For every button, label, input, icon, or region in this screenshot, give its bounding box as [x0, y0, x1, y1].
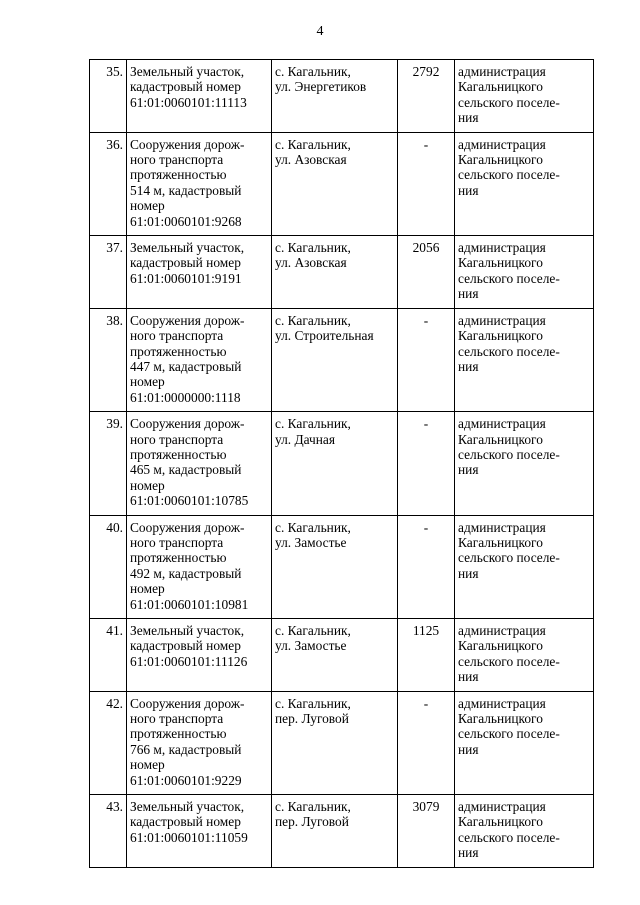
table-row	[90, 691, 594, 794]
address-cell-line: пер. Луговой	[275, 814, 349, 830]
object-name-cell-line: протяженностью	[130, 343, 227, 359]
owner-cell-line: сельского поселе-	[458, 94, 560, 110]
owner-cell-line: ния	[458, 182, 479, 198]
object-name-cell	[127, 619, 272, 692]
area-cell: -	[398, 691, 455, 794]
object-name-cell-line: ного транспорта	[130, 328, 224, 344]
object-name-cell-line: Земельный участок,	[130, 240, 245, 256]
object-name-cell-line: номер	[130, 581, 165, 597]
table-row	[90, 412, 594, 515]
object-name-cell-line: номер	[130, 757, 165, 773]
address-cell	[272, 308, 398, 411]
object-name-cell-line: ного транспорта	[130, 431, 224, 447]
address-cell-line: ул. Дачная	[275, 431, 336, 447]
owner-cell-line: ния	[458, 358, 479, 374]
owner-cell-line: сельского поселе-	[458, 270, 560, 286]
address-cell	[272, 619, 398, 692]
object-name-cell-line: 465 м, кадастровый	[130, 462, 242, 478]
object-name-cell	[127, 412, 272, 515]
object-name-cell	[127, 60, 272, 133]
address-cell-line: ул. Азовская	[275, 152, 347, 168]
object-name-cell-line: 61:01:0060101:10785	[130, 493, 249, 509]
owner-cell-line: Кагальницкого	[458, 711, 543, 727]
area-cell: -	[398, 515, 455, 618]
table-row	[90, 60, 594, 133]
row-number-cell: 39.	[90, 412, 127, 515]
address-cell-line: с. Кагальник,	[275, 416, 351, 432]
owner-cell-line: администрация	[458, 312, 546, 328]
area-cell: -	[398, 412, 455, 515]
table-row	[90, 795, 594, 868]
registry-table-body	[90, 60, 594, 868]
owner-cell-line: Кагальницкого	[458, 79, 543, 95]
object-name-cell-line: номер	[130, 477, 165, 493]
owner-cell-line: ния	[458, 741, 479, 757]
object-name-cell-line: 61:01:0060101:10981	[130, 596, 249, 612]
address-cell-line: с. Кагальник,	[275, 240, 351, 256]
object-name-cell-line: Сооружения дорож-	[130, 416, 245, 432]
object-name-cell-line: номер	[130, 198, 165, 214]
owner-cell-line: сельского поселе-	[458, 343, 560, 359]
row-number-cell: 40.	[90, 515, 127, 618]
object-name-cell-line: 61:01:0060101:9191	[130, 270, 242, 286]
area-cell: 2056	[398, 236, 455, 309]
area-cell: 2792	[398, 60, 455, 133]
owner-cell-line: сельского поселе-	[458, 653, 560, 669]
object-name-cell-line: 514 м, кадастровый	[130, 182, 242, 198]
row-number-cell: 42.	[90, 691, 127, 794]
object-name-cell-line: Земельный участок,	[130, 799, 245, 815]
object-name-cell-line: протяженностью	[130, 167, 227, 183]
object-name-cell-line: кадастровый номер	[130, 255, 241, 271]
owner-cell-line: ния	[458, 462, 479, 478]
object-name-cell-line: Земельный участок,	[130, 64, 245, 79]
owner-cell	[455, 236, 594, 309]
owner-cell-line: Кагальницкого	[458, 328, 543, 344]
property-registry-table	[89, 59, 594, 868]
object-name-cell-line: 61:01:0060101:11059	[130, 829, 248, 845]
address-cell	[272, 691, 398, 794]
object-name-cell-line: 61:01:0000000:1118	[130, 389, 241, 405]
object-name-cell	[127, 132, 272, 235]
address-cell-line: с. Кагальник,	[275, 799, 351, 815]
object-name-cell-line: ного транспорта	[130, 152, 224, 168]
address-cell-line: с. Кагальник,	[275, 695, 351, 711]
address-cell-line: с. Кагальник,	[275, 136, 351, 152]
object-name-cell-line: номер	[130, 374, 165, 390]
address-cell-line: ул. Замостье	[275, 638, 347, 654]
object-name-cell-line: 61:01:0060101:9268	[130, 213, 242, 229]
object-name-cell-line: 61:01:0060101:11113	[130, 94, 247, 110]
owner-cell-line: сельского поселе-	[458, 829, 560, 845]
object-name-cell-line: 492 м, кадастровый	[130, 565, 242, 581]
owner-cell-line: ния	[458, 845, 479, 861]
object-name-cell-line: 61:01:0060101:9229	[130, 772, 242, 788]
address-cell-line: с. Кагальник,	[275, 623, 351, 638]
object-name-cell-line: кадастровый номер	[130, 814, 241, 830]
object-name-cell-line: Сооружения дорож-	[130, 695, 245, 711]
owner-cell-line: сельского поселе-	[458, 726, 560, 742]
row-number-cell: 38.	[90, 308, 127, 411]
owner-cell	[455, 619, 594, 692]
object-name-cell-line: протяженностью	[130, 550, 227, 566]
address-cell-line: пер. Луговой	[275, 711, 349, 727]
address-cell	[272, 236, 398, 309]
owner-cell	[455, 515, 594, 618]
object-name-cell-line: ного транспорта	[130, 711, 224, 727]
object-name-cell-line: Земельный участок,	[130, 623, 245, 638]
address-cell-line: с. Кагальник,	[275, 519, 351, 535]
owner-cell-line: администрация	[458, 240, 546, 256]
owner-cell-line: ния	[458, 565, 479, 581]
table-row	[90, 515, 594, 618]
owner-cell-line: администрация	[458, 519, 546, 535]
address-cell	[272, 412, 398, 515]
owner-cell	[455, 60, 594, 133]
owner-cell-line: ния	[458, 110, 479, 126]
address-cell	[272, 132, 398, 235]
area-cell: -	[398, 308, 455, 411]
owner-cell-line: Кагальницкого	[458, 152, 543, 168]
owner-cell-line: ния	[458, 669, 479, 685]
address-cell-line: ул. Энергетиков	[275, 79, 367, 95]
address-cell	[272, 515, 398, 618]
address-cell-line: ул. Замостье	[275, 534, 347, 550]
area-cell: 3079	[398, 795, 455, 868]
owner-cell-line: администрация	[458, 695, 546, 711]
area-cell: -	[398, 132, 455, 235]
object-name-cell-line: кадастровый номер	[130, 638, 241, 654]
owner-cell-line: Кагальницкого	[458, 431, 543, 447]
address-cell-line: с. Кагальник,	[275, 312, 351, 328]
object-name-cell	[127, 691, 272, 794]
owner-cell-line: сельского поселе-	[458, 550, 560, 566]
object-name-cell-line: 766 м, кадастровый	[130, 741, 242, 757]
owner-cell	[455, 308, 594, 411]
object-name-cell-line: Сооружения дорож-	[130, 519, 245, 535]
owner-cell	[455, 691, 594, 794]
row-number-cell: 36.	[90, 132, 127, 235]
table-row	[90, 236, 594, 309]
table-row	[90, 308, 594, 411]
row-number-cell: 37.	[90, 236, 127, 309]
address-cell-line: ул. Азовская	[275, 255, 347, 271]
object-name-cell	[127, 795, 272, 868]
owner-cell-line: Кагальницкого	[458, 814, 543, 830]
address-cell	[272, 795, 398, 868]
address-cell-line: ул. Строительная	[275, 328, 374, 344]
object-name-cell	[127, 515, 272, 618]
address-cell-line: с. Кагальник,	[275, 64, 351, 79]
object-name-cell-line: протяженностью	[130, 446, 227, 462]
table-row	[90, 619, 594, 692]
owner-cell-line: ния	[458, 286, 479, 302]
owner-cell-line: администрация	[458, 416, 546, 432]
owner-cell-line: Кагальницкого	[458, 638, 543, 654]
owner-cell	[455, 795, 594, 868]
object-name-cell	[127, 236, 272, 309]
page-number: 4	[316, 24, 324, 39]
object-name-cell-line: 447 м, кадастровый	[130, 358, 242, 374]
owner-cell-line: сельского поселе-	[458, 446, 560, 462]
owner-cell	[455, 412, 594, 515]
table-row	[90, 132, 594, 235]
object-name-cell-line: протяженностью	[130, 726, 227, 742]
object-name-cell-line: Сооружения дорож-	[130, 312, 245, 328]
address-cell	[272, 60, 398, 133]
area-cell: 1125	[398, 619, 455, 692]
owner-cell	[455, 132, 594, 235]
owner-cell-line: администрация	[458, 136, 546, 152]
owner-cell-line: сельского поселе-	[458, 167, 560, 183]
owner-cell-line: администрация	[458, 623, 546, 638]
owner-cell-line: Кагальницкого	[458, 255, 543, 271]
row-number-cell: 35.	[90, 60, 127, 133]
owner-cell-line: администрация	[458, 64, 546, 79]
owner-cell-line: администрация	[458, 799, 546, 815]
object-name-cell-line: 61:01:0060101:11126	[130, 653, 248, 669]
object-name-cell	[127, 308, 272, 411]
object-name-cell-line: Сооружения дорож-	[130, 136, 245, 152]
row-number-cell: 41.	[90, 619, 127, 692]
object-name-cell-line: кадастровый номер	[130, 79, 241, 95]
owner-cell-line: Кагальницкого	[458, 534, 543, 550]
object-name-cell-line: ного транспорта	[130, 534, 224, 550]
row-number-cell: 43.	[90, 795, 127, 868]
